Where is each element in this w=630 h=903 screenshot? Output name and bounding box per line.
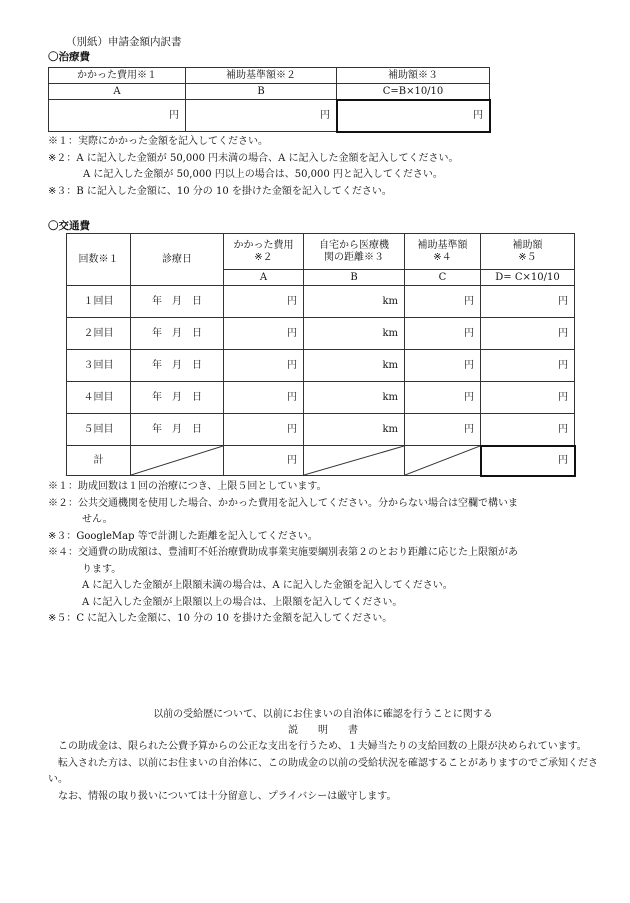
- transport-header-date: 診療日: [131, 234, 224, 286]
- date-field[interactable]: 年 月 日: [131, 318, 224, 350]
- total-standard-blank: [405, 446, 481, 476]
- cost-field[interactable]: 円: [224, 318, 304, 350]
- transport-note-3: ※３：GoogleMap 等で計測した距離を記入してください。: [48, 530, 318, 542]
- transport-note-1: ※１：助成回数は１回の治療につき、上限５回としています。: [48, 481, 327, 492]
- document-header: （別紙）申請金額内訳書: [66, 36, 182, 48]
- date-field[interactable]: 年 月 日: [131, 414, 224, 446]
- date-field[interactable]: 年 月 日: [131, 286, 224, 318]
- total-cost-field[interactable]: 円: [224, 446, 304, 476]
- medical-header-cost: かかった費用※１: [49, 68, 186, 84]
- table-row: [67, 286, 575, 318]
- medical-letter-c: C=B×10/10: [337, 84, 490, 100]
- aid-field[interactable]: 円: [481, 318, 575, 350]
- cost-field[interactable]: 円: [224, 286, 304, 318]
- transport-letter-c: C: [405, 270, 481, 286]
- explanation-title: 説 明 書: [288, 725, 358, 736]
- date-field[interactable]: 年 月 日: [131, 382, 224, 414]
- medical-standard-field[interactable]: 円: [186, 100, 337, 132]
- medical-note-2-cont: A に記入した金額が 50,000 円以上の場合は、50,000 円と記入してください。: [83, 169, 443, 180]
- transport-header-cost: かかった費用 ※２: [224, 234, 304, 270]
- standard-field[interactable]: 円: [405, 286, 481, 318]
- transport-note-5: ※５：C に記入した金額に、10 分の 10 を掛けた金額を記入してください。: [48, 613, 393, 624]
- medical-aid-field[interactable]: 円: [337, 100, 490, 132]
- standard-field[interactable]: 円: [405, 350, 481, 382]
- transport-note-4-cont: ります。: [82, 563, 122, 575]
- transport-section-title: 〇交通費: [48, 220, 90, 232]
- date-field[interactable]: 年 月 日: [131, 350, 224, 382]
- row-label: ４回目: [67, 382, 131, 414]
- row-label: ５回目: [67, 414, 131, 446]
- transport-notes: [48, 481, 518, 630]
- standard-field[interactable]: 円: [405, 414, 481, 446]
- medical-section-title: 〇治療費: [48, 51, 90, 63]
- distance-field[interactable]: km: [304, 318, 405, 350]
- table-row: [67, 318, 575, 350]
- aid-field[interactable]: 円: [481, 286, 575, 318]
- transport-header-distance: 自宅から医療機 関の距離※３: [304, 234, 405, 270]
- medical-header-standard: 補助基準額※２: [186, 68, 337, 84]
- explanation-paragraph-2: 転入された方は、以前にお住まいの自治体に、この助成金の以前の受給状況を確認することがありますのでご承知ください。: [48, 757, 598, 786]
- standard-field[interactable]: 円: [405, 318, 481, 350]
- medical-cost-field[interactable]: 円: [49, 100, 186, 132]
- distance-field[interactable]: km: [304, 414, 405, 446]
- cost-field[interactable]: 円: [224, 414, 304, 446]
- transport-note-4: ※４：交通費の助成額は、豊浦町不妊治療費助成事業実施要綱別表第２のとおり距離に応じた上限額があ: [48, 547, 518, 558]
- total-date-blank: [131, 446, 224, 476]
- distance-field[interactable]: km: [304, 286, 405, 318]
- medical-note-3: ※３：B に記入した金額に、10 分の 10 を掛けた金額を記入してください。: [48, 185, 392, 197]
- transport-letter-a: A: [224, 270, 304, 286]
- row-label: ２回目: [67, 318, 131, 350]
- cost-field[interactable]: 円: [224, 350, 304, 382]
- row-label: １回目: [67, 286, 131, 318]
- transport-table: [66, 233, 575, 476]
- medical-note-2: ※２：A に記入した金額が 50,000 円未満の場合、A に記入した金額を記入してください。: [48, 152, 459, 164]
- medical-header-aid: 補助額※３: [337, 68, 490, 84]
- explanation-paragraph-1: この助成金は、限られた公費予算からの公正な支出を行うため、１夫婦当たりの支給回数の上限が決められています。: [48, 741, 587, 752]
- explanation-section: [48, 707, 598, 805]
- transport-note-4-sub1: A に記入した金額が上限額未満の場合は、A に記入した金額を記入してください。: [82, 580, 453, 591]
- explanation-paragraph-3: なお、情報の取り扱いについては十分留意し、プライバシーは厳守します。: [48, 790, 397, 802]
- aid-field[interactable]: 円: [481, 382, 575, 414]
- transport-letter-b: B: [304, 270, 405, 286]
- transport-header-count: 回数※１: [67, 234, 131, 286]
- explanation-title-line1: 以前の受給歴について、以前にお住まいの自治体に確認を行うことに関する: [153, 709, 493, 720]
- medical-note-1: ※１：実際にかかった金額を記入してください。: [48, 136, 268, 147]
- total-distance-blank: [304, 446, 405, 476]
- medical-letter-b: B: [186, 84, 337, 100]
- aid-field[interactable]: 円: [481, 350, 575, 382]
- transport-header-aid: 補助額 ※５: [481, 234, 575, 270]
- table-row: [67, 350, 575, 382]
- total-aid-field[interactable]: 円: [481, 446, 575, 476]
- table-row: [67, 414, 575, 446]
- medical-notes: [48, 136, 459, 202]
- transport-note-2-cont: せん。: [82, 514, 113, 525]
- table-row: [67, 382, 575, 414]
- total-label: 計: [67, 446, 131, 476]
- aid-field[interactable]: 円: [481, 414, 575, 446]
- transport-note-2: ※２：公共交通機関を使用した場合、かかった費用を記入してください。分からない場合は空欄で構いま: [48, 497, 518, 509]
- transport-header-standard: 補助基準額 ※４: [405, 234, 481, 270]
- standard-field[interactable]: 円: [405, 382, 481, 414]
- total-row: [67, 446, 575, 476]
- medical-table: [48, 67, 490, 132]
- transport-letter-d: D= C×10/10: [481, 270, 575, 286]
- row-label: ３回目: [67, 350, 131, 382]
- cost-field[interactable]: 円: [224, 382, 304, 414]
- distance-field[interactable]: km: [304, 382, 405, 414]
- distance-field[interactable]: km: [304, 350, 405, 382]
- transport-note-4-sub2: A に記入した金額が上限額以上の場合は、上限額を記入してください。: [82, 596, 403, 608]
- medical-letter-a: A: [49, 84, 186, 100]
